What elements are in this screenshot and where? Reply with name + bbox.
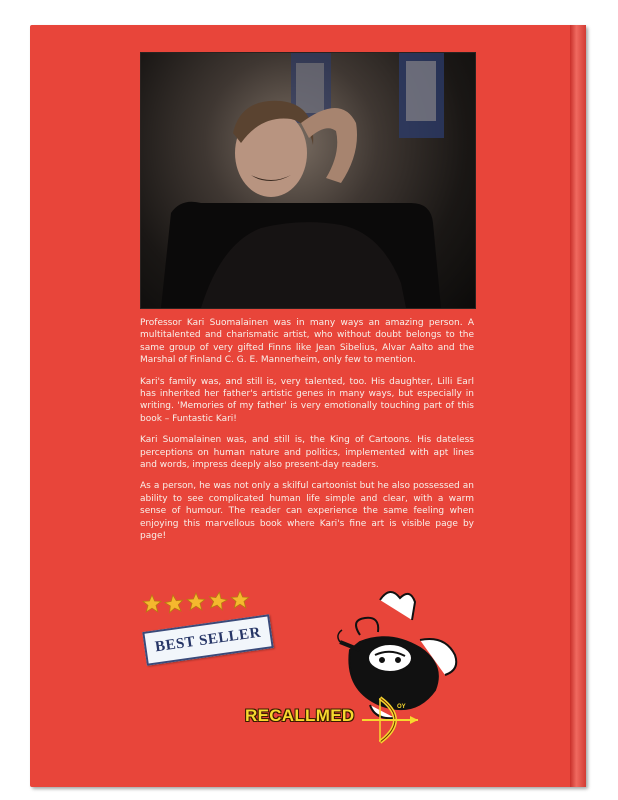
bow-and-arrow-icon xyxy=(360,690,420,750)
blurb-paragraph: As a person, he was not only a skilful cartoonist but he also possessed an ability to see complicated human life simple and clear, with a warm sense of humour. The reader can experience the same feeling when enjoying this marvellous book where Kari's fine art is visible page by page! xyxy=(140,481,474,542)
book-back-cover xyxy=(30,25,586,787)
publisher-name: RECALLMED xyxy=(245,706,355,725)
publisher-suffix: OY xyxy=(397,704,406,710)
publisher-logo xyxy=(245,690,420,750)
book-spine xyxy=(570,25,586,787)
star-icon xyxy=(164,594,184,613)
star-icon xyxy=(208,591,229,610)
blurb-paragraph: Professor Kari Suomalainen was in many ways an amazing person. A multitalented and charismatic artist, who without doubt belongs to the same group of very gifted Finns like Jean Sibelius, Alvar Aalto and the Marshal of Finland C. G. E. Mannerheim, only few to mention. xyxy=(140,318,474,366)
blurb-paragraph: Kari Suomalainen was, and still is, the King of Cartoons. His dateless perceptions on human nature and politics, implemented with apt lines and words, impress deeply also present-day readers. xyxy=(140,435,474,471)
author-photo-drawing xyxy=(141,53,475,308)
star-icon xyxy=(143,595,161,612)
star-icon xyxy=(231,591,249,608)
star-icon xyxy=(187,593,205,610)
rating-stars xyxy=(142,591,262,619)
blurb-paragraph: Kari's family was, and still is, very talented, too. His daughter, Lilli Earl has inherited her father's artistic genes in many ways, but especially in writing. 'Memories of my father' is very emotionally touching part of this book – Funtastic Kari! xyxy=(140,376,474,424)
back-cover-blurb xyxy=(140,317,474,552)
author-photo xyxy=(140,52,476,309)
best-seller-badge: BEST SELLER xyxy=(142,614,273,665)
